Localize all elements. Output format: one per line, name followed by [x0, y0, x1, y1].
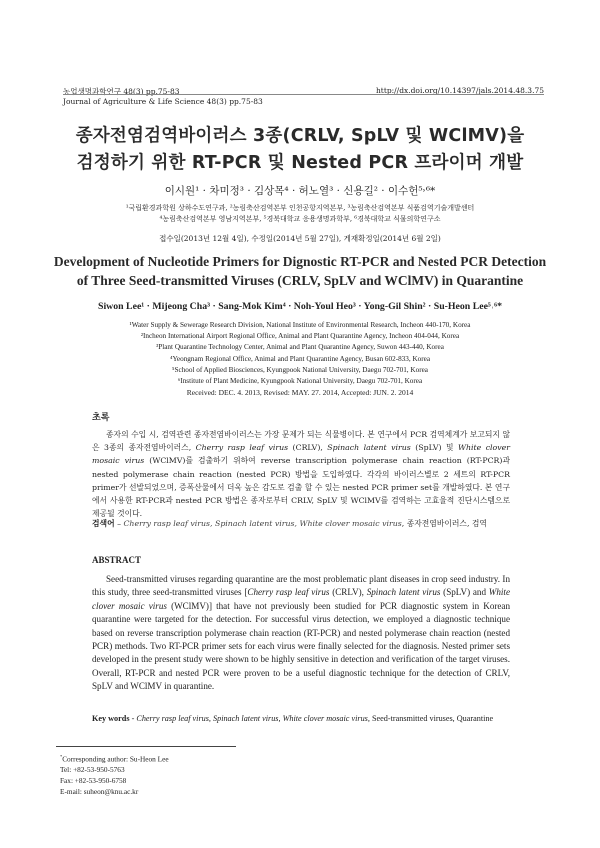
- abstract-en-text-2: (CRLV),: [329, 587, 367, 598]
- abstract-en-body: [92, 573, 510, 694]
- abstract-en-virus-1: Cherry rasp leaf virus: [247, 587, 330, 598]
- journal-header-en: Journal of Agriculture & Life Science 48(3) pp.75-83: [63, 97, 263, 106]
- affiliations-en: [40, 320, 560, 387]
- keywords-en-value: Cherry rasp leaf virus, Spinach latent virus, White clover mosaic virus,: [136, 714, 370, 723]
- footnote-fax: Fax: +82-53-950-6758: [60, 776, 127, 786]
- footnote-tel: Tel: +82-53-950-5763: [60, 765, 125, 775]
- authors-en: Siwon Lee¹ · Mijeong Cha³ · Sang-Mok Kim⁴ · Noh-Youl Heo³ · Yong-Gil Shin² · Su-Heon Lee⁵˒⁶*: [98, 301, 502, 312]
- affiliations-ko-line2: ⁴농림축산검역본부 영남지역본부, ⁵경북대학교 응용생명과학부, ⁶경북대학교 식물의학연구소: [159, 215, 441, 223]
- received-dates-en: Received: DEC. 4. 2013, Revised: MAY. 27. 2014, Accepted: JUN. 2. 2014: [186, 388, 414, 397]
- abstract-ko-virus-1: Cherry rasp leaf virus: [195, 443, 289, 453]
- title-en-line2: of Three Seed-transmitted Viruses (CRLV, SpLV and WClMV) in Quarantine: [76, 273, 524, 288]
- keywords-ko-label: 검색어: [92, 519, 115, 528]
- abstract-ko-heading: 초록: [92, 413, 110, 423]
- abstract-ko-text-4: (WClMV)를 검출하기 위하여 reverse transcription polymerase chain reaction (RT-PCR)과 nested polymerase chain reaction (nested PCR) 방법을 도입하였다. 각각의 바이러스별로 2 세트의 RT-PCR primer가 선발되었으며, 증폭산물에서 더욱 높은 감도로 검출 할 수 있는 nested PCR primer set를 개발하였다. 본 연구에서 사용한 RT-PCR과 nested PCR 방법은 종자로부터 CRLV, SpLV 및 WClMV를 검역하는 고효율적 진단시스템으로 제공될 것이다.: [92, 456, 510, 519]
- title-ko-line1: 종자전염검역바이러스 3종(CRLV, SpLV 및 WClMV)을: [75, 126, 525, 146]
- doi-link[interactable]: http://dx.doi.org/10.14397/jals.2014.48.3.75: [375, 86, 544, 95]
- abstract-en-heading: ABSTRACT: [92, 555, 142, 565]
- journal-header-ko: 농업생명과학연구 48(3) pp.75-83: [63, 87, 180, 96]
- abstract-en-text-1: Seed-transmitted viruses regarding quarantine are the most problematic plant diseases in crop seed industry. In this study, three seed-transmitted viruses [: [92, 574, 510, 598]
- abstract-en-text-4: (WClMV)] that have not previously been studied for PCR diagnostic system in Korean quarantine were targeted for the detection. For successful virus detection, we employed a diagnostic technique based on reverse transcription polymerase chain reaction (RT-PCR) and nested polymerase chain reaction (nested PCR) methods. Two RT-PCR primer sets for each virus were finally selected for the diagnosis. Nested primer sets developed in the present study were shown to be highly sensitive in detection and verification of the target viruses. Overall, RT-PCR and nested PCR were proven to be a useful diagnostic technique for the detection of CRLV, SpLV and WClMV in quarantine.: [92, 600, 511, 692]
- authors-ko: 이시원¹ · 차미정³ · 김상목⁴ · 허노열³ · 신용길² · 이수헌⁵˒⁶*: [164, 185, 436, 197]
- keywords-ko-value: Cherry rasp leaf virus, Spinach latent virus, White clover mosaic virus: [123, 519, 402, 528]
- affiliation-en-4: ⁴Yeongnam Regional Office, Animal and Plant Quarantine Agency, Busan 602-833, Korea: [169, 354, 431, 363]
- affiliation-en-6: ⁶Institute of Plant Medicine, Kyungpook National University, Daegu 702-701, Korea: [177, 377, 423, 386]
- corresponding-author: *Corresponding author: Su-Heon Lee: [60, 754, 169, 764]
- keywords-ko: 검색어 – Cherry rasp leaf virus, Spinach latent virus, White clover mosaic virus, 종자전염바이러스, 검역: [92, 519, 487, 528]
- affiliations-ko-line1: ¹국립환경과학원 상하수도연구과, ²농림축산검역본부 인천공항지역본부, ³농림축산검역본부 식품검역기술개발센터: [125, 204, 475, 212]
- abstract-ko-text-2: (CRLV),: [288, 443, 328, 453]
- abstract-ko-body: [92, 428, 510, 520]
- abstract-en-virus-2: Spinach latent virus: [366, 587, 441, 598]
- keywords-en: Key words - Cherry rasp leaf virus, Spinach latent virus, White clover mosaic virus, Seed-transmitted viruses, Quarantine: [92, 714, 494, 723]
- keywords-en-tail: Seed-transmitted viruses, Quarantine: [369, 714, 494, 723]
- abstract-ko-virus-2: Spinach latent virus: [327, 443, 411, 453]
- footnote: [60, 751, 169, 797]
- title-ko-line2: 검정하기 위한 RT-PCR 및 Nested PCR 프라이머 개발: [76, 153, 524, 173]
- abstract-en-virus-3: White clover mosaic virus: [92, 587, 510, 611]
- header-rule: [63, 94, 544, 95]
- abstract-ko-virus-3: White clover mosaic virus: [92, 443, 510, 466]
- abstract-ko-text-3: (SpLV) 및: [410, 443, 458, 453]
- affiliation-en-3: ³Plant Quarantine Technology Center, Animal and Plant Quarantine Agency, Suwon 443-440, Korea: [156, 343, 444, 352]
- abstract-ko-text-1: 종자의 수입 시, 검역관련 종자전염바이러스는 가장 문제가 되는 식물병이다. 본 연구에서 PCR 검역체계가 보고되지 않은 3종의 종자전염바이러스,: [92, 430, 510, 453]
- keywords-ko-tail: , 종자전염바이러스, 검역: [401, 519, 487, 528]
- affiliation-en-2: ²Incheon International Airport Regional Office, Animal and Plant Quarantine Agency, Incheon 404-044, Korea: [140, 332, 460, 341]
- affiliation-en-1: ¹Water Supply & Sewerage Research Division, National Institute of Environmental Research, Incheon 440-170, Korea: [129, 321, 471, 329]
- keywords-en-label: Key words: [92, 714, 130, 723]
- title-en-line1: Development of Nucleotide Primers for Dignostic RT-PCR and Nested PCR Detection: [53, 254, 547, 269]
- footnote-email[interactable]: E-mail: suheon@knu.ac.kr: [60, 787, 139, 797]
- abstract-en-text-3: (SpLV) and: [440, 587, 489, 598]
- corresponding-author-text: Corresponding author: Su-Heon Lee: [62, 754, 169, 764]
- received-dates-ko: 접수일(2013년 12월 4일), 수정일(2014년 5월 27일), 게재확정일(2014년 6월 2일): [159, 234, 441, 243]
- footnote-rule: [56, 746, 236, 747]
- affiliation-en-5: ⁵School of Applied Biosciences, Kyungpook National University, Daegu 702-701, Korea: [172, 365, 428, 374]
